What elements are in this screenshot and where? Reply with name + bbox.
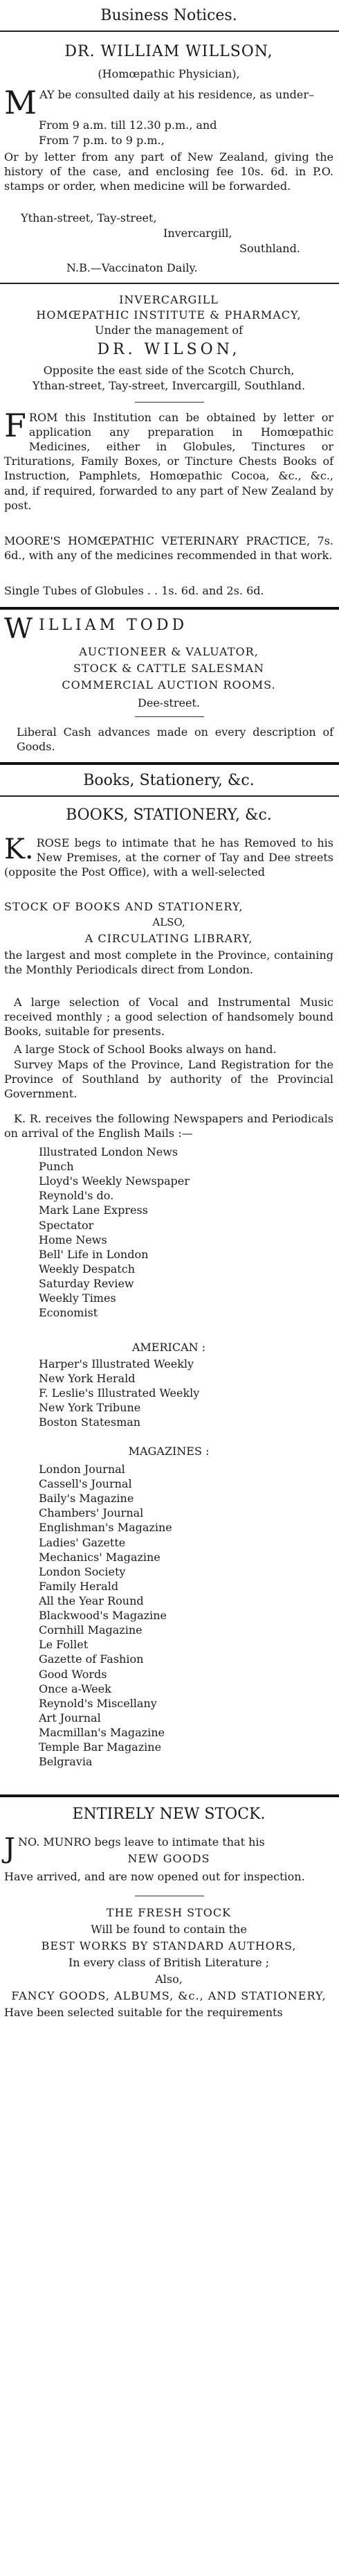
american-list xyxy=(4,1357,333,1430)
newspaper-list-item: Weekly Despatch xyxy=(39,1262,135,1276)
munro-arrived: Have arrived, and are now opened out for inspection. xyxy=(4,1870,305,1883)
magazines-list xyxy=(4,1462,333,1769)
papers-list xyxy=(4,1145,333,1320)
todd-name xyxy=(4,613,333,645)
drop-cap: J xyxy=(4,1833,16,1864)
divider xyxy=(0,762,339,765)
american-list-item: Boston Statesman xyxy=(39,1415,141,1429)
magazine-list-item: Ladies' Gazette xyxy=(39,1535,126,1549)
institute-line-5: Opposite the east side of the Scotch Church, xyxy=(43,364,295,377)
newspaper-list-item: Economist xyxy=(39,1306,98,1320)
rose-stock: STOCK OF BOOKS AND STATIONERY, xyxy=(4,900,244,913)
munro-goods: NEW GOODS xyxy=(127,1852,210,1865)
willson-address-3: Southland. xyxy=(239,242,300,255)
magazine-list-item: Chambers' Journal xyxy=(39,1506,144,1520)
american-list-item: New York Herald xyxy=(39,1372,136,1386)
divider xyxy=(0,30,339,32)
willson-address-1: Ythan-street, Tay-street, xyxy=(21,211,157,224)
newspaper-list-item: Punch xyxy=(39,1160,74,1174)
drop-cap: K. xyxy=(4,833,34,865)
newspaper-list-item: Lloyd's Weekly Newspaper xyxy=(39,1174,190,1188)
rose-school: A large Stock of School Books always on hand. xyxy=(14,1043,277,1056)
newspaper-list-item: Reynold's do. xyxy=(39,1189,114,1203)
institute-tubes: Single Tubes of Globules . . 1s. 6d. and 2s. 6d. xyxy=(4,584,264,597)
institute-line-2: HOMŒPATHIC INSTITUTE & PHARMACY, xyxy=(36,308,302,321)
willson-nb: N.B.—Vaccinaton Daily. xyxy=(66,261,198,274)
rose-music: A large selection of Vocal and Instrumental Music received monthly ; a good selection of handsomely bound Books, suitable for presents. xyxy=(4,996,333,1039)
magazine-list-item: London Journal xyxy=(39,1463,125,1476)
magazines-heading: MAGAZINES : xyxy=(128,1445,210,1458)
american-heading: AMERICAN : xyxy=(131,1341,206,1354)
american-list-item: F. Leslie's Illustrated Weekly xyxy=(39,1386,200,1400)
willson-name: DR. WILLIAM WILLSON, xyxy=(64,43,273,60)
institute-veterinary: MOORE'S HOMŒPATHIC VETERINARY PRACTICE, 7s. 6d., with any of the medicines recommended in that work. xyxy=(4,534,333,563)
newspaper-list-item: Saturday Review xyxy=(39,1276,134,1290)
munro-heading: ENTIRELY NEW STOCK. xyxy=(72,1806,266,1823)
rose-intro-text: ROSE begs to intimate that he has Removed to his New Premises, at the corner of Tay and Dee streets (opposite the Post Office), with a well-selected xyxy=(4,836,333,879)
willson-hours-2: From 7 p.m. to 9 p.m., xyxy=(39,134,165,147)
magazine-list-item: Macmillan's Magazine xyxy=(39,1725,165,1739)
munro-best: BEST WORKS BY STANDARD AUTHORS, xyxy=(41,1939,297,1952)
institute-line-1: INVERCARGILL xyxy=(119,293,219,306)
section-header-business: Business Notices. xyxy=(100,7,237,24)
magazine-list-item: Cassell's Journal xyxy=(39,1477,132,1491)
american-list-item: Harper's Illustrated Weekly xyxy=(39,1357,194,1370)
american-list-item: New York Tribune xyxy=(39,1401,141,1415)
todd-street: Dee-street. xyxy=(138,696,200,709)
magazine-list-item: Cornhill Magazine xyxy=(39,1623,143,1637)
newspaper-list-item: Mark Lane Express xyxy=(39,1203,148,1217)
drop-cap: M xyxy=(4,84,37,121)
newspaper-list-item: Spectator xyxy=(39,1218,94,1232)
newspaper-list-item: Weekly Times xyxy=(39,1291,116,1305)
magazine-list-item: Baily's Magazine xyxy=(39,1492,134,1506)
magazine-list-item: Art Journal xyxy=(39,1711,101,1724)
institute-line-6: Ythan-street, Tay-street, Invercargill, Southland. xyxy=(32,379,306,392)
drop-cap: F xyxy=(4,407,26,444)
short-rule xyxy=(135,402,204,403)
newspaper-list-item: Home News xyxy=(39,1233,107,1246)
magazine-list-item: Temple Bar Magazine xyxy=(39,1740,162,1754)
munro-also: Also, xyxy=(155,1973,183,1986)
newspaper-list-item: Bell' Life in London xyxy=(39,1247,149,1261)
institute-doctor: DR. WILSON, xyxy=(97,341,241,358)
rose-heading: BOOKS, STATIONERY, &c. xyxy=(66,806,272,824)
magazine-list-item: Family Herald xyxy=(39,1579,119,1593)
magazine-list-item: Once a-Week xyxy=(39,1682,111,1695)
willson-address-2: Invercargill, xyxy=(163,227,232,240)
munro-fresh: THE FRESH STOCK xyxy=(106,1906,232,1919)
magazine-list-item: Le Follet xyxy=(39,1638,89,1652)
institute-body xyxy=(4,407,333,513)
todd-line-1: AUCTIONEER & VALUATOR, xyxy=(79,645,259,658)
todd-line-2: STOCK & CATTLE SALESMAN xyxy=(73,662,265,675)
rose-library: A CIRCULATING LIBRARY, xyxy=(84,932,253,945)
section-header-books: Books, Stationery, &c. xyxy=(83,772,255,789)
willson-title: (Homœpathic Physician), xyxy=(98,67,240,80)
willson-hours-1: From 9 a.m. till 12.30 p.m., and xyxy=(39,118,217,132)
institute-body-text: ROM this Institution can be obtained by letter or application any preparation in Homœpathic Medicines, either in Globules, Tinctures or Triturations, Family Boxes, or Tincture Chests Books of Instruction, Pamphlets, Homœpathic Cocoa, &c., &c., and, if required, forwarded to any part of New Zealand by post. xyxy=(4,411,333,512)
magazine-list-item: All the Year Round xyxy=(39,1594,144,1607)
divider xyxy=(0,795,339,797)
short-rule xyxy=(135,716,204,717)
todd-line-3: COMMERCIAL AUCTION ROOMS. xyxy=(62,678,276,691)
divider xyxy=(0,607,339,610)
rose-library-desc: the largest and most complete in the Province, containing the Monthly Periodicals direct from London. xyxy=(4,949,333,977)
rose-also: ALSO, xyxy=(152,916,185,928)
willson-intro xyxy=(4,84,333,121)
munro-found: Will be found to contain the xyxy=(91,1923,247,1936)
rose-intro xyxy=(4,833,333,879)
munro-fancy: FANCY GOODS, ALBUMS, &c., AND STATIONERY, xyxy=(11,1989,327,2002)
drop-cap: W xyxy=(4,613,37,645)
magazine-list-item: Gazette of Fashion xyxy=(39,1652,144,1666)
todd-name-text: ILLIAM TODD xyxy=(39,617,188,634)
willson-letter: Or by letter from any part of New Zealand, giving the history of the case, and enclosing fee 10s. 6d. in P.O. stamps or order, when medicine will be forwarded. xyxy=(4,150,333,193)
magazine-list-item: Mechanics' Magazine xyxy=(39,1550,161,1564)
munro-intro-text: NO. MUNRO begs leave to intimate that his xyxy=(18,1835,265,1849)
magazine-list-item: Good Words xyxy=(39,1667,107,1681)
newspaper-list-item: Illustrated London News xyxy=(39,1145,178,1158)
divider xyxy=(0,1794,339,1797)
rose-receives: K. R. receives the following Newspapers and Periodicals on arrival of the English Mails :— xyxy=(4,1112,333,1140)
magazine-list-item: Reynold's Miscellany xyxy=(39,1696,157,1710)
institute-line-3: Under the management of xyxy=(95,324,243,337)
rose-survey: Survey Maps of the Province, Land Registration for the Province of Southland by authority of the Provincial Government. xyxy=(4,1058,333,1101)
magazine-list-item: London Society xyxy=(39,1564,126,1578)
munro-last: Have been selected suitable for the requirements xyxy=(4,2006,283,2019)
willson-intro-text: AY be consulted daily at his residence, as under– xyxy=(39,88,314,101)
munro-every: In every class of British Literature ; xyxy=(68,1956,270,1969)
magazine-list-item: Englishman's Magazine xyxy=(39,1521,172,1535)
magazine-list-item: Blackwood's Magazine xyxy=(39,1609,167,1623)
magazine-list-item: Belgravia xyxy=(39,1755,93,1769)
divider xyxy=(0,283,339,284)
todd-body: Liberal Cash advances made on every description of Goods. xyxy=(17,725,333,754)
